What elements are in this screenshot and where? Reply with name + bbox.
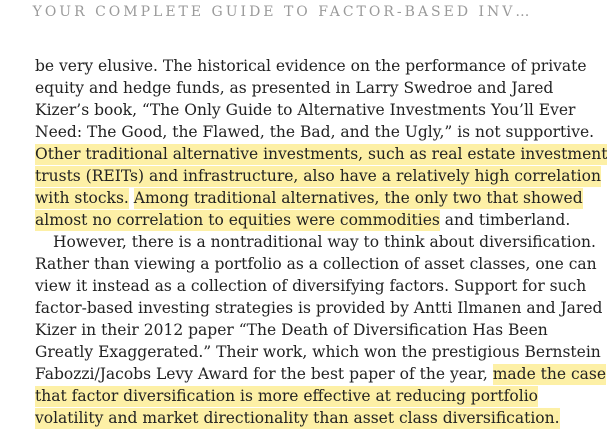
page-body-text bbox=[35, 55, 607, 429]
text-line bbox=[35, 253, 597, 275]
text-line bbox=[35, 143, 607, 165]
text-segment: Rather than viewing a portfolio as a collection of asset classes, one can bbox=[35, 255, 597, 273]
highlighted-text[interactable]: that factor diversification is more effective at reducing portfolio bbox=[35, 387, 539, 405]
text-line bbox=[35, 297, 603, 319]
text-line bbox=[35, 319, 555, 341]
highlighted-text[interactable]: made the case bbox=[492, 365, 607, 383]
text-segment: factor-based investing strategies is provided by Antti Ilmanen and Jared bbox=[35, 299, 603, 317]
text-line bbox=[35, 275, 587, 297]
highlighted-text[interactable]: almost no correlation to equities were commodities bbox=[35, 211, 440, 229]
text-line bbox=[35, 165, 601, 187]
text-segment: view it instead as a collection of diversifying factors. Support for such bbox=[35, 277, 587, 295]
highlighted-text[interactable]: Among traditional alternatives, the only two that showed bbox=[133, 189, 583, 207]
text-line bbox=[35, 341, 601, 363]
text-segment: equity and hedge funds, as presented in Larry Swedroe and Jared bbox=[35, 79, 554, 97]
text-line bbox=[35, 209, 571, 231]
text-segment: However, there is a nontraditional way to think about diversification. bbox=[53, 233, 596, 251]
text-line bbox=[35, 121, 595, 143]
text-line bbox=[35, 363, 607, 385]
text-segment: Kizer in their 2012 paper “The Death of Diversification Has Been bbox=[35, 321, 548, 339]
text-line bbox=[35, 55, 587, 77]
text-segment: Kizer’s book, “The Only Guide to Alternative Investments You’ll Ever bbox=[35, 101, 576, 119]
highlighted-text[interactable]: volatility and market directionality than asset class diversification. bbox=[35, 409, 560, 427]
text-line bbox=[35, 77, 555, 99]
text-segment: and timberland. bbox=[439, 211, 571, 229]
text-segment: Need: The Good, the Flawed, the Bad, and the Ugly,” is not supportive. bbox=[35, 123, 595, 141]
text-line bbox=[35, 407, 560, 429]
text-segment: Greatly Exaggerated.” Their work, which won the prestigious Bernstein bbox=[35, 343, 601, 361]
highlighted-text[interactable]: trusts (REITs) and infrastructure, also have a relatively high correlation bbox=[35, 167, 601, 185]
text-line bbox=[35, 187, 583, 209]
text-segment: be very elusive. The historical evidence on the performance of private bbox=[35, 57, 587, 75]
highlighted-text[interactable]: Other traditional alternative investments, such as real estate investment bbox=[35, 145, 607, 163]
text-line bbox=[35, 99, 576, 121]
running-header-title: YOUR COMPLETE GUIDE TO FACTOR-BASED INV… bbox=[32, 4, 533, 20]
highlighted-text[interactable]: with stocks. bbox=[35, 189, 129, 207]
text-segment: Fabozzi/Jacobs Levy Award for the best paper of the year, bbox=[35, 365, 493, 383]
text-line bbox=[35, 231, 596, 253]
text-line bbox=[35, 385, 555, 407]
